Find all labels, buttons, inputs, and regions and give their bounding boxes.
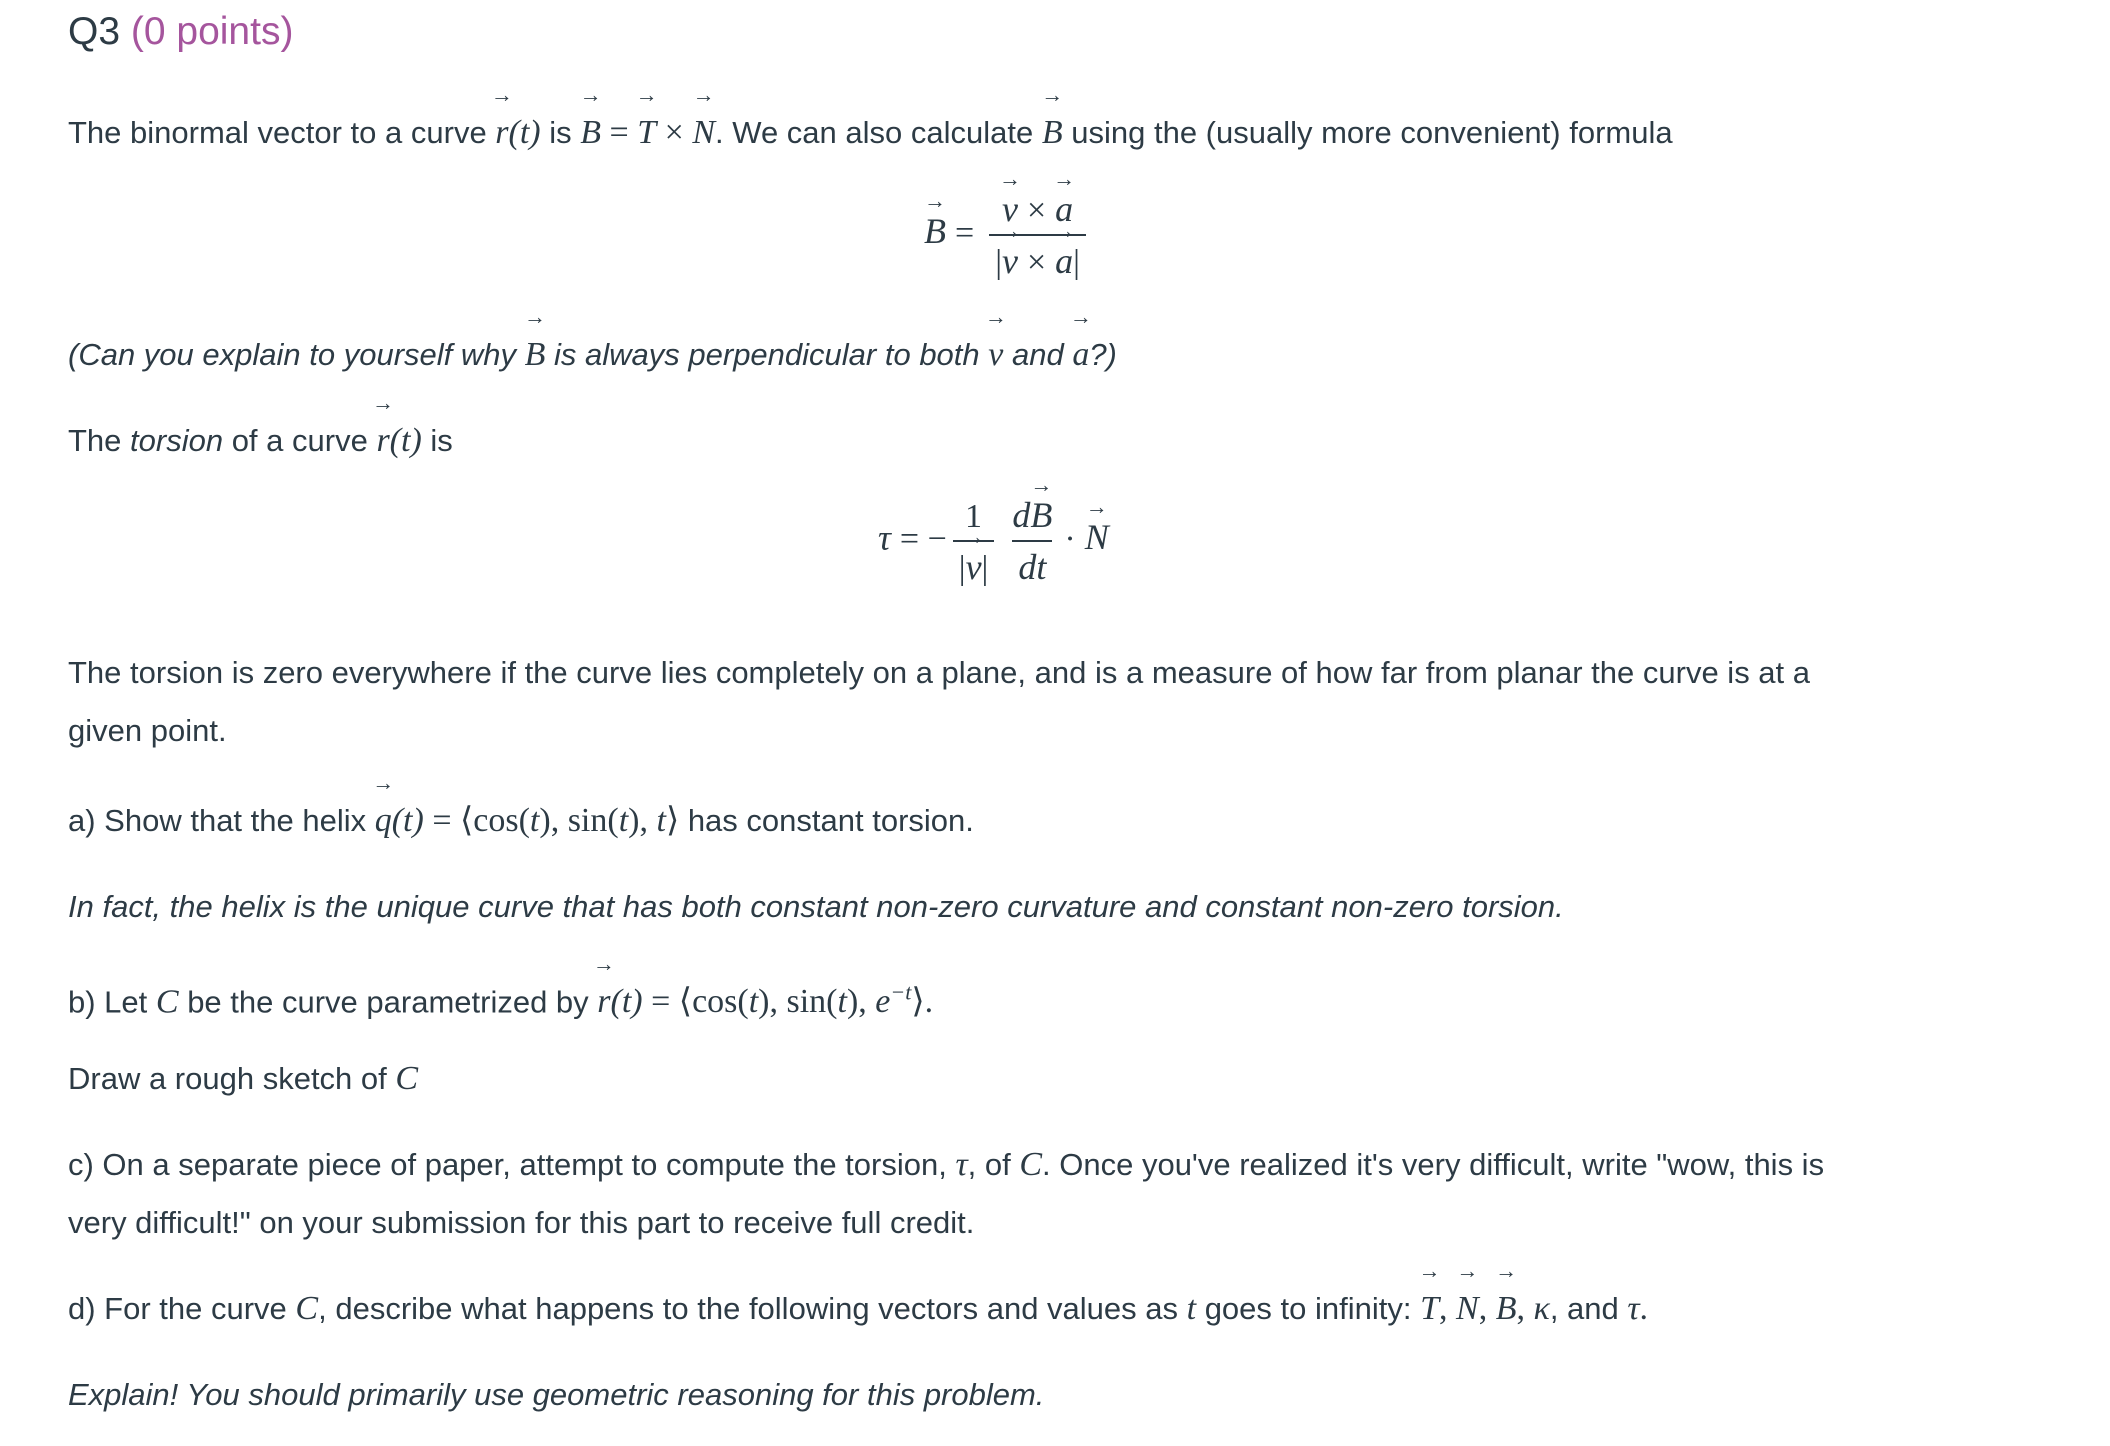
part-a: a) Show that the helix → q(t) = ⟨cos(t), sin(t), t⟩ has constant torsion.: [68, 792, 974, 850]
question-header: [68, 10, 293, 54]
helix-fact: In fact, the helix is the unique curve that has both constant non-zero curvature and constant non-zero torsion.: [68, 889, 1564, 924]
torsion-note: The torsion is zero everywhere if the curve lies completely on a plane, and is a measure of how far from planar the curve is at a given point.: [68, 655, 1811, 748]
part-c: c) On a separate piece of paper, attempt to compute the torsion, τ, of C. Once you've realized it's very difficult, write "wow, this is very difficult!" on your submission for this part to receive full credit.: [68, 1146, 1825, 1240]
torsion-definition: The torsion of a curve → r(t) is: [68, 412, 453, 470]
perpendicular-note: (Can you explain to yourself why → B is always perpendicular to both → v and → a?): [68, 326, 1117, 384]
sketch-instruction: Draw a rough sketch of C: [68, 1060, 419, 1097]
part-b: b) Let C be the curve parametrized by → r(t) = ⟨cos(t), sin(t), $e^{-t}⟩$.: [68, 964, 933, 1031]
explain-note: Explain! You should primarily use geometric reasoning for this problem.: [68, 1377, 1045, 1412]
question-points: (0 points): [130, 10, 294, 53]
binormal-formula: → B = → $\frac{v \times \to a}{|\to v \times \to a|}$: [924, 188, 1092, 282]
binormal-intro: The binormal vector to a curve → r(t) is → B = → T × → N. We can also calculate → B using the (usually more convenient) formula: [68, 104, 1673, 162]
torsion-formula: τ = − $\frac{1}{|\to v|}$ $\frac{d\to B}{dt}$ · → N: [878, 494, 1109, 588]
part-d: d) For the curve C, describe what happens to the following vectors and values as t goes to infinity: → T, → N, → B, κ, and τ.: [68, 1280, 1648, 1338]
question-label: Q3: [68, 10, 121, 53]
